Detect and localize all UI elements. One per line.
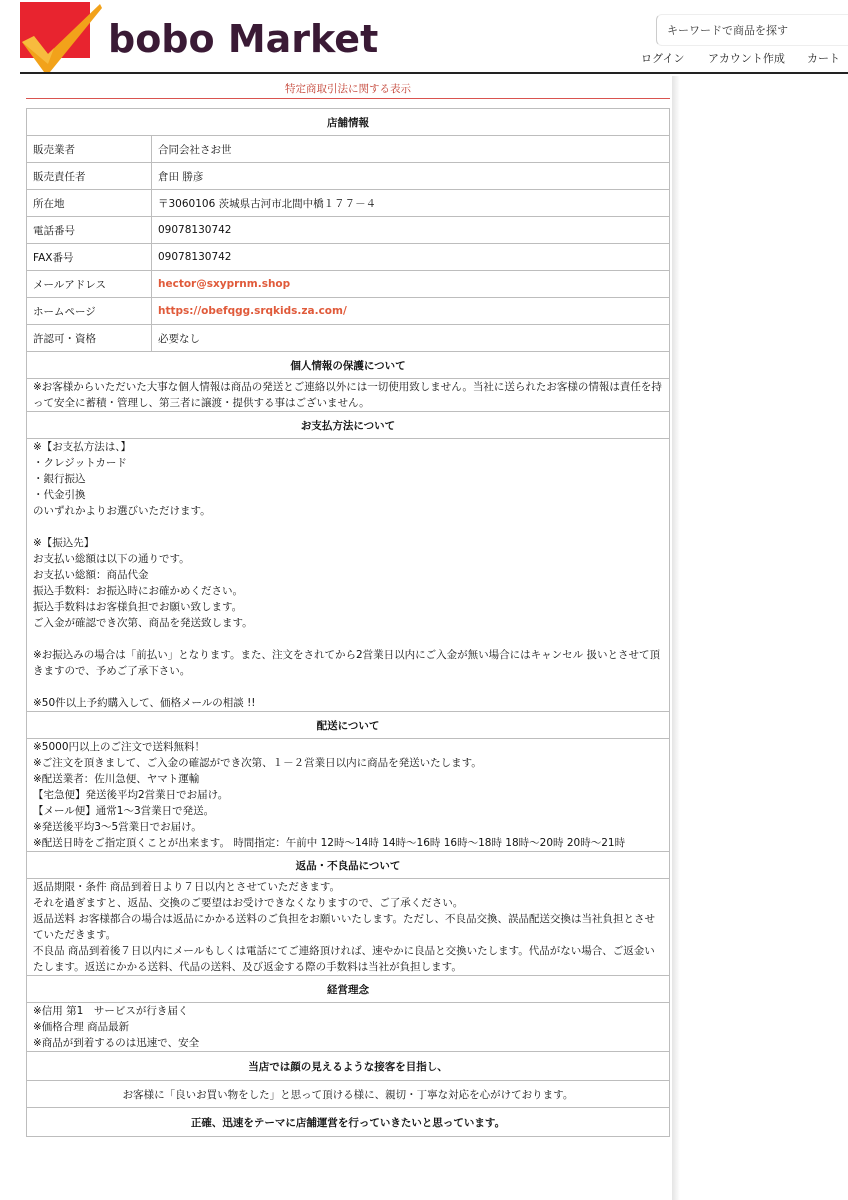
- row-label: FAX番号: [27, 244, 152, 271]
- row-label: 所在地: [27, 190, 152, 217]
- privacy-text: ※お客様からいただいた大事な個人情報は商品の発送とご連絡以外には一切使用致しません。当社に送られたお客様の情報は責任を持って安全に蓄積・管理し、第三者に譲渡・提供する事はございません。: [27, 379, 670, 412]
- philosophy-heading: 経営理念: [27, 976, 670, 1003]
- content-edge-shadow: [672, 76, 680, 1200]
- table-row: [27, 190, 670, 217]
- license-value: 必要なし: [152, 325, 670, 352]
- table-row: [27, 1081, 670, 1108]
- table-row: [27, 325, 670, 352]
- table-row: [27, 976, 670, 1003]
- manager-value: 倉田 勝彦: [152, 163, 670, 190]
- brand-logo[interactable]: bobo Market: [108, 17, 379, 61]
- nav-cart-link[interactable]: カート: [807, 52, 840, 65]
- row-label: メールアドレス: [27, 271, 152, 298]
- table-row: [27, 1108, 670, 1137]
- site-header: [0, 0, 848, 76]
- table-row: [27, 163, 670, 190]
- fax-value: 09078130742: [152, 244, 670, 271]
- returns-heading: 返品・不良品について: [27, 852, 670, 879]
- privacy-heading: 個人情報の保護について: [27, 352, 670, 379]
- payment-heading: お支払方法について: [27, 412, 670, 439]
- table-row: [27, 352, 670, 379]
- table-row: [27, 739, 670, 852]
- homepage-link[interactable]: https://obefqgg.srqkids.za.com/: [152, 298, 670, 325]
- philosophy-text: ※信用 第1 サービスが行き届く ※価格合理 商品最新 ※商品が到着するのは迅速で、安全: [27, 1003, 670, 1052]
- closing-line-3: 正確、迅速をテーマに店舗運営を行っていきたいと思っています。: [27, 1108, 670, 1137]
- address-value: 〒3060106 茨城県古河市北間中橋１７７－４: [152, 190, 670, 217]
- table-row: [27, 1052, 670, 1081]
- table-row: [27, 412, 670, 439]
- search-input[interactable]: [665, 19, 845, 41]
- table-row: [27, 852, 670, 879]
- table-row: [27, 712, 670, 739]
- table-row: [27, 136, 670, 163]
- table-row: [27, 244, 670, 271]
- table-row: [27, 271, 670, 298]
- returns-text: 返品期限・条件 商品到着日より７日以内とさせていただきます。 それを過ぎますと、返品、交換のご要望はお受けできなくなりますので、ご了承ください。 返品送料 お客様都合の場合は返品にかかる送料のご負担をお願いいたします。ただし、不良品交換、誤品配送交換は当社負担とさせていただきます。 不良品 商品到着後７日以内にメールもしくは電話にてご連絡頂ければ、速やかに良品と交換いたします。代品がない場合、ご返金いたします。返送にかかる送料、代品の送料、及び返金する際の手数料は当社が負担します。: [27, 879, 670, 976]
- nav-login-link[interactable]: ログイン: [641, 52, 685, 65]
- nav-create-account-link[interactable]: アカウント作成: [708, 52, 785, 65]
- store-info-heading: 店舗情報: [27, 109, 670, 136]
- table-row: [27, 298, 670, 325]
- table-row: [27, 217, 670, 244]
- closing-line-1: 当店では顔の見えるような接客を目指し、: [27, 1052, 670, 1081]
- search-box[interactable]: [656, 14, 848, 46]
- logo-check-icon[interactable]: [18, 2, 104, 74]
- row-label: 電話番号: [27, 217, 152, 244]
- shipping-text: ※5000円以上のご注文で送料無料！ ※ご注文を頂きまして、ご入金の確認ができ次第、１－２営業日以内に商品を発送いたします。 ※配送業者：佐川急便、ヤマト運輸 【宅急便】発送後平均2営業日でお届け。 【メール便】通常1～3営業日で発送。 ※発送後平均3～5営業日でお届け。 ※配送日時をご指定頂くことが出来ます。 時間指定：午前中 12時～14時 14時～16時 16時～18時 18時～20時 20時～21時: [27, 739, 670, 852]
- header-divider: [20, 72, 848, 74]
- row-label: 販売業者: [27, 136, 152, 163]
- closing-line-2: お客様に「良いお買い物をした」と思って頂ける様に、親切・丁寧な対応を心がけております。: [27, 1081, 670, 1108]
- table-row: [27, 1003, 670, 1052]
- page-title: 特定商取引法に関する表示: [285, 83, 411, 95]
- table-row: [27, 439, 670, 712]
- seller-value: 合同会社さお世: [152, 136, 670, 163]
- row-label: 販売責任者: [27, 163, 152, 190]
- phone-value: 09078130742: [152, 217, 670, 244]
- page-title-underline: [26, 98, 670, 99]
- row-label: 許認可・資格: [27, 325, 152, 352]
- row-label: ホームページ: [27, 298, 152, 325]
- table-row: [27, 109, 670, 136]
- legal-info-table: [26, 108, 670, 1137]
- table-row: [27, 379, 670, 412]
- shipping-heading: 配送について: [27, 712, 670, 739]
- email-link[interactable]: hector@sxyprnm.shop: [152, 271, 670, 298]
- table-row: [27, 879, 670, 976]
- payment-text: ※【お支払方法は、】 ・クレジットカード ・銀行振込 ・代金引換 のいずれかよりお選びいただけます。 ※【振込先】 お支払い総額は以下の通りです。 お支払い総額：商品代金 振込手数料：お振込時にお確かめください。 振込手数料はお客様負担でお願い致します。 ご入金が確認でき次第、商品を発送致します。 ※お振込みの場合は「前払い」となります。また、注文をされてから2営業日以内にご入金が無い場合にはキャンセル 扱いとさせて頂きますので、予めご了承下さい。 ※50件以上予約購入して、価格メールの相談 !!: [27, 439, 670, 712]
